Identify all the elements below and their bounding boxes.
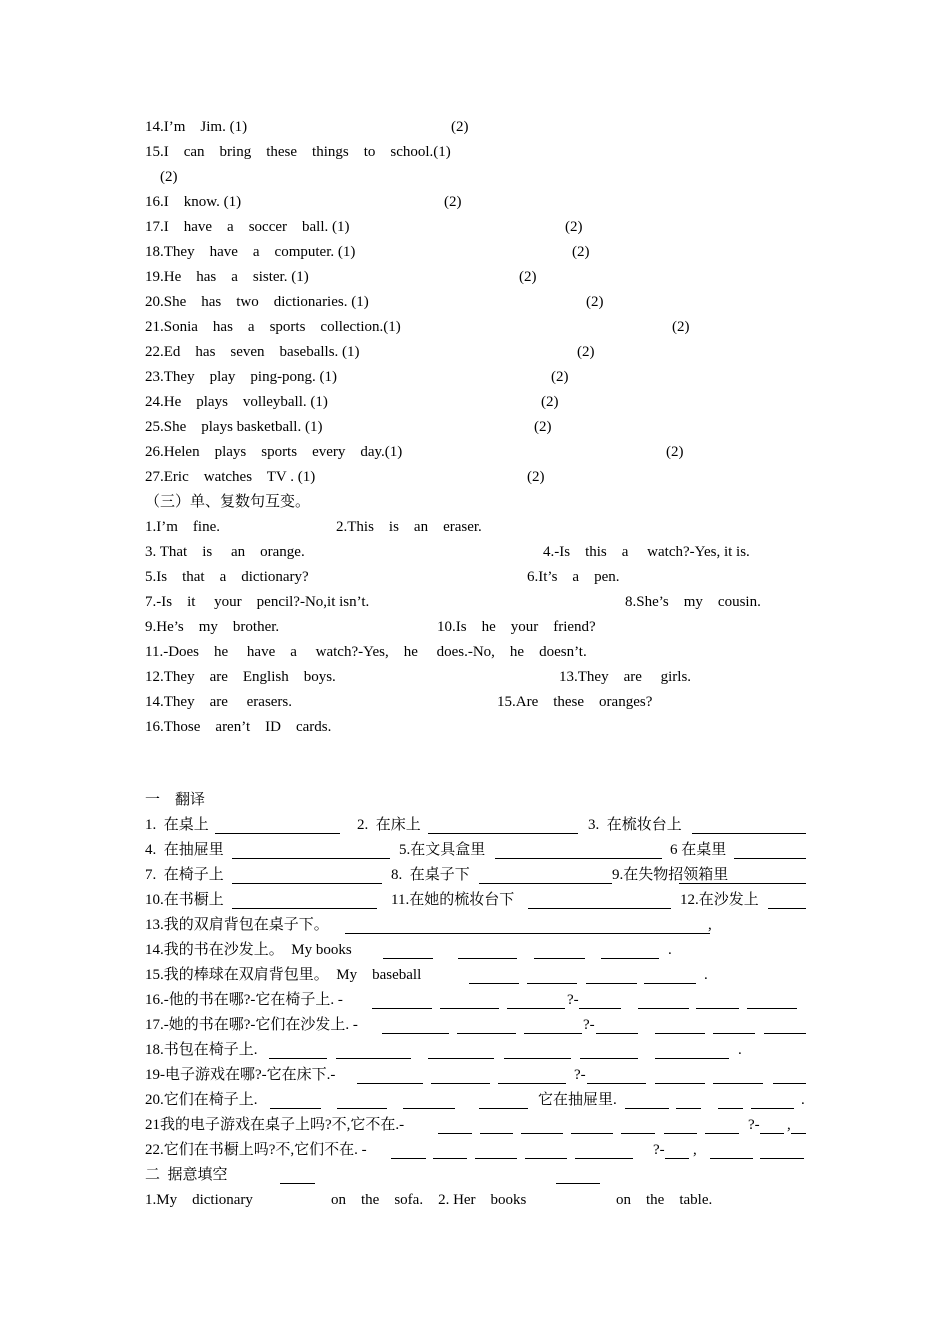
worksheet-line (0, 963, 950, 988)
line-text: , (693, 1142, 697, 1158)
answer-blank[interactable] (534, 958, 585, 959)
worksheet-line (0, 340, 950, 365)
line-text: 4.-Is this a watch?-Yes, it is. (543, 544, 750, 560)
line-text: ?- (583, 1017, 595, 1033)
line-text: (2) (160, 169, 178, 185)
line-text: (2) (451, 119, 469, 135)
answer-blank[interactable] (391, 1158, 426, 1159)
answer-blank[interactable] (734, 858, 806, 859)
answer-blank[interactable] (382, 1033, 449, 1034)
worksheet-line (0, 465, 950, 490)
worksheet-line (0, 490, 950, 515)
answer-blank[interactable] (457, 1033, 516, 1034)
answer-blank[interactable] (507, 1008, 565, 1009)
answer-blank[interactable] (579, 1008, 621, 1009)
answer-blank[interactable] (433, 1158, 467, 1159)
answer-blank[interactable] (232, 858, 390, 859)
worksheet-line (0, 1013, 950, 1038)
answer-blank[interactable] (713, 1083, 763, 1084)
worksheet-line (0, 415, 950, 440)
answer-blank[interactable] (556, 1183, 600, 1184)
answer-blank[interactable] (665, 1158, 689, 1159)
line-text: 7. 在椅子上 (145, 867, 224, 883)
line-text: (2) (551, 369, 569, 385)
worksheet-line (0, 290, 950, 315)
worksheet-line (0, 665, 950, 690)
answer-blank[interactable] (747, 1008, 797, 1009)
worksheet-line (0, 540, 950, 565)
answer-blank[interactable] (751, 1108, 794, 1109)
line-text: 6 在桌里 (670, 842, 727, 858)
answer-blank[interactable] (440, 1008, 499, 1009)
answer-blank[interactable] (760, 1158, 804, 1159)
worksheet-line (0, 190, 950, 215)
line-text: 10.在书橱上 (145, 892, 224, 908)
answer-blank[interactable] (215, 833, 340, 834)
worksheet-line (0, 440, 950, 465)
worksheet-line (0, 1188, 950, 1213)
line-text: 16.-他的书在哪?-它在椅子上. - (145, 992, 343, 1008)
worksheet-line (0, 315, 950, 340)
line-text: 6.It’s a pen. (527, 569, 620, 585)
worksheet-line (0, 165, 950, 190)
line-text: 7.-Is it your pencil?-No,it isn’t. (145, 594, 370, 610)
answer-blank[interactable] (525, 1158, 567, 1159)
line-text: 18.书包在椅子上. (145, 1042, 258, 1058)
worksheet-line (0, 690, 950, 715)
answer-blank[interactable] (345, 933, 710, 934)
answer-blank[interactable] (655, 1058, 729, 1059)
worksheet-line (0, 115, 950, 140)
line-text: 4. 在抽屉里 (145, 842, 224, 858)
answer-blank[interactable] (713, 1033, 755, 1034)
line-text: 15.Are these oranges? (497, 694, 653, 710)
line-text: (2) (527, 469, 545, 485)
answer-blank[interactable] (403, 1108, 455, 1109)
line-text: 17.I have a soccer ball. (1) (145, 219, 350, 235)
answer-blank[interactable] (524, 1033, 582, 1034)
answer-blank[interactable] (760, 1133, 784, 1134)
line-text: (2) (519, 269, 537, 285)
worksheet-line (0, 715, 950, 740)
answer-blank[interactable] (480, 1133, 513, 1134)
line-text: 17.-她的书在哪?-它们在沙发上. - (145, 1017, 358, 1033)
worksheet-line (0, 615, 950, 640)
worksheet-line (0, 265, 950, 290)
line-text: 1.I’m fine. (145, 519, 220, 535)
answer-blank[interactable] (692, 833, 806, 834)
line-text: on the table. (616, 1192, 713, 1208)
line-text: 11.-Does he have a watch?-Yes, he does.-No, he doesn’t. (145, 644, 587, 660)
line-text: ?- (567, 992, 579, 1008)
answer-blank[interactable] (428, 1058, 494, 1059)
line-text: 15.I can bring these things to school.(1) (145, 144, 451, 160)
answer-blank[interactable] (527, 983, 577, 984)
line-text: 13.They are girls. (559, 669, 692, 685)
line-text: 二 据意填空 (145, 1167, 228, 1183)
answer-blank[interactable] (280, 1183, 315, 1184)
worksheet-line (0, 988, 950, 1013)
answer-blank[interactable] (232, 883, 382, 884)
line-text: . (668, 942, 672, 958)
line-text: (2) (586, 294, 604, 310)
line-text: (2) (541, 394, 559, 410)
answer-blank[interactable] (428, 833, 578, 834)
worksheet-line (0, 813, 950, 838)
line-text: 13.我的双肩背包在桌子下。 (145, 917, 329, 933)
answer-blank[interactable] (575, 1158, 633, 1159)
answer-blank[interactable] (438, 1133, 472, 1134)
line-text: (2) (572, 244, 590, 260)
line-text: 9.He’s my brother. (145, 619, 280, 635)
line-text: 9.在失物招领箱里 (612, 867, 729, 883)
answer-blank[interactable] (644, 983, 696, 984)
line-text: 25.She plays basketball. (1) (145, 419, 323, 435)
answer-blank[interactable] (679, 883, 806, 884)
answer-blank[interactable] (791, 1133, 806, 1134)
line-text: 1. 在桌上 (145, 817, 209, 833)
answer-blank[interactable] (383, 958, 433, 959)
line-text: (2) (672, 319, 690, 335)
line-text: 3. That is an orange. (145, 544, 305, 560)
line-text: (2) (666, 444, 684, 460)
line-text: 12.在沙发上 (680, 892, 759, 908)
answer-blank[interactable] (269, 1058, 327, 1059)
line-text: 2. 在床上 (357, 817, 421, 833)
line-text: 12.They are English boys. (145, 669, 336, 685)
answer-blank[interactable] (479, 1108, 528, 1109)
worksheet-line (0, 215, 950, 240)
answer-blank[interactable] (638, 1008, 689, 1009)
line-text: 14.我的书在沙发上。 My books (145, 942, 352, 958)
answer-blank[interactable] (232, 908, 377, 909)
answer-blank[interactable] (676, 1108, 701, 1109)
line-text: , (787, 1117, 791, 1133)
worksheet-line (0, 1138, 950, 1163)
answer-blank[interactable] (710, 1158, 753, 1159)
line-text: （三）单、复数句互变。 (145, 494, 311, 510)
answer-blank[interactable] (458, 958, 517, 959)
worksheet-line (0, 863, 950, 888)
line-text: 16.I know. (1) (145, 194, 242, 210)
line-text: 14.I’m Jim. (1) (145, 119, 248, 135)
worksheet-line (0, 515, 950, 540)
answer-blank[interactable] (469, 983, 519, 984)
worksheet-line (0, 240, 950, 265)
answer-blank[interactable] (528, 908, 671, 909)
line-text: (2) (565, 219, 583, 235)
line-text: . (704, 967, 708, 983)
answer-blank[interactable] (655, 1083, 705, 1084)
answer-blank[interactable] (773, 1083, 806, 1084)
answer-blank[interactable] (601, 958, 659, 959)
line-text: (2) (444, 194, 462, 210)
worksheet-line (0, 140, 950, 165)
line-text: 19-电子游戏在哪?-它在床下.- (145, 1067, 336, 1083)
worksheet-line (0, 365, 950, 390)
answer-blank[interactable] (621, 1133, 655, 1134)
line-text: (2) (534, 419, 552, 435)
worksheet-line (0, 838, 950, 863)
worksheet-line (0, 888, 950, 913)
worksheet-line (0, 1113, 950, 1138)
line-text: , (708, 917, 712, 933)
answer-blank[interactable] (336, 1058, 411, 1059)
line-text: 10.Is he your friend? (437, 619, 596, 635)
line-text: 一 翻译 (145, 792, 206, 808)
line-text: 20.它们在椅子上. (145, 1092, 258, 1108)
line-text: 22.Ed has seven baseballs. (1) (145, 344, 360, 360)
line-text: 21我的电子游戏在桌子上吗?不,它不在.- (145, 1117, 405, 1133)
answer-blank[interactable] (696, 1008, 739, 1009)
answer-blank[interactable] (475, 1158, 517, 1159)
line-text: 5.Is that a dictionary? (145, 569, 309, 585)
line-text: 19.He has a sister. (1) (145, 269, 309, 285)
line-text: 15.我的棒球在双肩背包里。 My baseball (145, 967, 422, 983)
answer-blank[interactable] (571, 1133, 613, 1134)
answer-blank[interactable] (337, 1108, 387, 1109)
worksheet-line (0, 938, 950, 963)
worksheet-line (0, 640, 950, 665)
line-text: 18.They have a computer. (1) (145, 244, 356, 260)
worksheet-line (0, 1163, 950, 1188)
line-text: ?- (748, 1117, 760, 1133)
line-text: 21.Sonia has a sports collection.(1) (145, 319, 401, 335)
line-text: 它在抽屉里. (538, 1092, 617, 1108)
answer-blank[interactable] (431, 1083, 490, 1084)
line-text: 16.Those aren’t ID cards. (145, 719, 332, 735)
line-text: 20.She has two dictionaries. (1) (145, 294, 369, 310)
line-text: 8. 在桌子下 (391, 867, 470, 883)
answer-blank[interactable] (718, 1108, 743, 1109)
answer-blank[interactable] (521, 1133, 563, 1134)
answer-blank[interactable] (495, 858, 662, 859)
worksheet-line (0, 590, 950, 615)
line-text: ?- (574, 1067, 586, 1083)
line-text: 3. 在梳妆台上 (588, 817, 682, 833)
answer-blank[interactable] (655, 1033, 705, 1034)
worksheet-line (0, 565, 950, 590)
line-text: 1.My dictionary (145, 1192, 253, 1208)
line-text: on the sofa. 2. Her books (331, 1192, 527, 1208)
answer-blank[interactable] (768, 908, 806, 909)
line-text: 23.They play ping-pong. (1) (145, 369, 338, 385)
answer-blank[interactable] (764, 1033, 806, 1034)
line-text: . (738, 1042, 742, 1058)
answer-blank[interactable] (498, 1083, 566, 1084)
answer-blank[interactable] (705, 1133, 739, 1134)
worksheet-line (0, 913, 950, 938)
worksheet-line (0, 390, 950, 415)
line-text: 11.在她的梳妆台下 (391, 892, 515, 908)
worksheet-line (0, 788, 950, 813)
answer-blank[interactable] (596, 1033, 638, 1034)
worksheet-line (0, 1088, 950, 1113)
answer-blank[interactable] (625, 1108, 669, 1109)
answer-blank[interactable] (357, 1083, 423, 1084)
answer-blank[interactable] (504, 1058, 571, 1059)
line-text: 22.它们在书橱上吗?不,它们不在. - (145, 1142, 367, 1158)
line-text: (2) (577, 344, 595, 360)
answer-blank[interactable] (479, 883, 612, 884)
answer-blank[interactable] (587, 1083, 646, 1084)
answer-blank[interactable] (664, 1133, 697, 1134)
line-text: 14.They are erasers. (145, 694, 293, 710)
answer-blank[interactable] (586, 983, 637, 984)
answer-blank[interactable] (372, 1008, 432, 1009)
answer-blank[interactable] (580, 1058, 638, 1059)
line-text: 2.This is an eraser. (336, 519, 482, 535)
worksheet-line (0, 1038, 950, 1063)
line-text: 8.She’s my cousin. (625, 594, 761, 610)
worksheet-line (0, 1063, 950, 1088)
line-text: 24.He plays volleyball. (1) (145, 394, 328, 410)
line-text: 26.Helen plays sports every day.(1) (145, 444, 403, 460)
line-text: 27.Eric watches TV . (1) (145, 469, 316, 485)
line-text: ?- (653, 1142, 665, 1158)
answer-blank[interactable] (270, 1108, 321, 1109)
line-text: 5.在文具盒里 (399, 842, 486, 858)
line-text: . (801, 1092, 805, 1108)
